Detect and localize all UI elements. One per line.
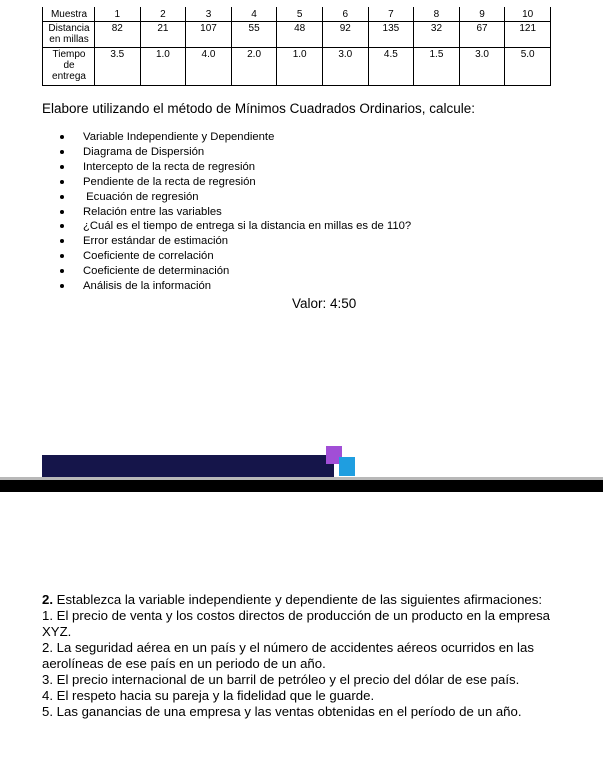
list-item: 1. El precio de venta y los costos directos de producción de un producto en la empresa XYZ.	[42, 608, 551, 639]
row-label-line: entrega	[52, 71, 86, 82]
list-item	[60, 279, 411, 294]
table-cell: 55	[231, 22, 277, 48]
list-item: 4. El respeto hacia su pareja y la fidelidad que le guarde.	[42, 688, 375, 703]
list-item-text: Análisis de la información	[83, 280, 212, 293]
question-number: 2.	[42, 592, 53, 607]
table-row-distancia	[43, 22, 551, 48]
bullet-icon	[60, 135, 64, 139]
bullet-icon	[60, 269, 64, 273]
instruction-text: Elabore utilizando el método de Mínimos Cuadrados Ordinarios, calcule:	[42, 101, 475, 116]
data-table	[42, 7, 551, 86]
table-cell: 1.0	[277, 48, 323, 86]
table-cell: 9	[459, 8, 505, 22]
table-cell: 3	[186, 8, 232, 22]
table-cell: 8	[414, 8, 460, 22]
list-item-text: Pendiente de la recta de regresión	[83, 175, 256, 188]
table-cell: 6	[322, 8, 368, 22]
table-cell: 82	[95, 22, 141, 48]
question-2-intro	[42, 592, 556, 608]
list-item	[60, 145, 411, 160]
table-cell: 48	[277, 22, 323, 48]
list-item: 2. La seguridad aérea en un país y el número de accidentes aéreos ocurridos en las aerolíneas de ese país en un periodo de un año.	[42, 640, 534, 671]
list-item	[60, 190, 411, 205]
table-cell: 135	[368, 22, 414, 48]
table-row-tiempo	[43, 48, 551, 86]
row-label-distancia	[43, 22, 95, 48]
row-label-line: Distancia	[48, 23, 90, 34]
list-item: 5. Las ganancias de una empresa y las ventas obtenidas en el período de un año.	[42, 704, 522, 719]
list-item-text: Coeficiente de determinación	[83, 265, 230, 278]
list-item	[60, 175, 411, 190]
bullet-icon	[60, 210, 64, 214]
row-label-muestra: Muestra	[43, 8, 95, 22]
table-cell: 3.0	[322, 48, 368, 86]
question-intro-text: Establezca la variable independiente y dependiente de las siguientes afirmaciones:	[56, 592, 542, 607]
table-cell: 1.5	[414, 48, 460, 86]
bullet-icon	[60, 150, 64, 154]
table-cell: 1	[95, 8, 141, 22]
row-label-line: de	[63, 60, 75, 71]
list-item: 3. El precio internacional de un barril de petróleo y el precio del dólar de ese país.	[42, 672, 520, 687]
list-item	[60, 205, 411, 220]
list-item-text: Ecuación de regresión	[83, 190, 199, 203]
decorative-navy-bar	[42, 455, 334, 477]
table-cell: 2	[140, 8, 186, 22]
row-label-line: en millas	[49, 34, 89, 45]
table-cell: 67	[459, 22, 505, 48]
bullet-icon	[60, 254, 64, 258]
table-cell: 21	[140, 22, 186, 48]
table-cell: 3.0	[459, 48, 505, 86]
list-item-text: Relación entre las variables	[83, 205, 222, 218]
list-item-text: Variable Independiente y Dependiente	[83, 131, 275, 143]
bullet-icon	[60, 195, 64, 199]
row-label-tiempo	[43, 48, 95, 86]
decorative-blue-square	[339, 457, 355, 476]
list-item	[60, 160, 411, 175]
table-cell: 10	[505, 8, 551, 22]
list-item	[60, 249, 411, 264]
list-item-text: Error estándar de estimación	[83, 235, 229, 248]
row-label-line: Tiempo	[52, 49, 86, 60]
table-cell: 2.0	[231, 48, 277, 86]
list-item-text: Intercepto de la recta de regresión	[83, 160, 256, 173]
task-list	[60, 130, 411, 294]
list-item	[60, 219, 411, 234]
valor-label: Valor: 4:50	[292, 296, 357, 311]
table-cell: 4.5	[368, 48, 414, 86]
table-cell: 121	[505, 22, 551, 48]
table-cell: 5	[277, 8, 323, 22]
table-cell: 1.0	[140, 48, 186, 86]
bullet-icon	[60, 284, 64, 288]
table-row-muestra	[43, 8, 551, 22]
bullet-icon	[60, 180, 64, 184]
table-cell: 7	[368, 8, 414, 22]
table-cell: 92	[322, 22, 368, 48]
bullet-icon	[60, 239, 64, 243]
table-cell: 107	[186, 22, 232, 48]
question-2	[42, 592, 556, 720]
bullet-icon	[60, 165, 64, 169]
page-divider-black	[0, 480, 603, 492]
table-cell: 32	[414, 22, 460, 48]
table-cell: 4.0	[186, 48, 232, 86]
list-item	[60, 130, 411, 145]
list-item-text: Diagrama de Dispersión	[83, 145, 205, 158]
list-item-text: Coeficiente de correlación	[83, 250, 214, 263]
list-item	[60, 264, 411, 279]
list-item-text: ¿Cuál es el tiempo de entrega si la distancia en millas es de 110?	[83, 220, 412, 233]
list-item	[60, 234, 411, 249]
table-cell: 3.5	[95, 48, 141, 86]
bullet-icon	[60, 224, 64, 228]
table-cell: 4	[231, 8, 277, 22]
table-cell: 5.0	[505, 48, 551, 86]
